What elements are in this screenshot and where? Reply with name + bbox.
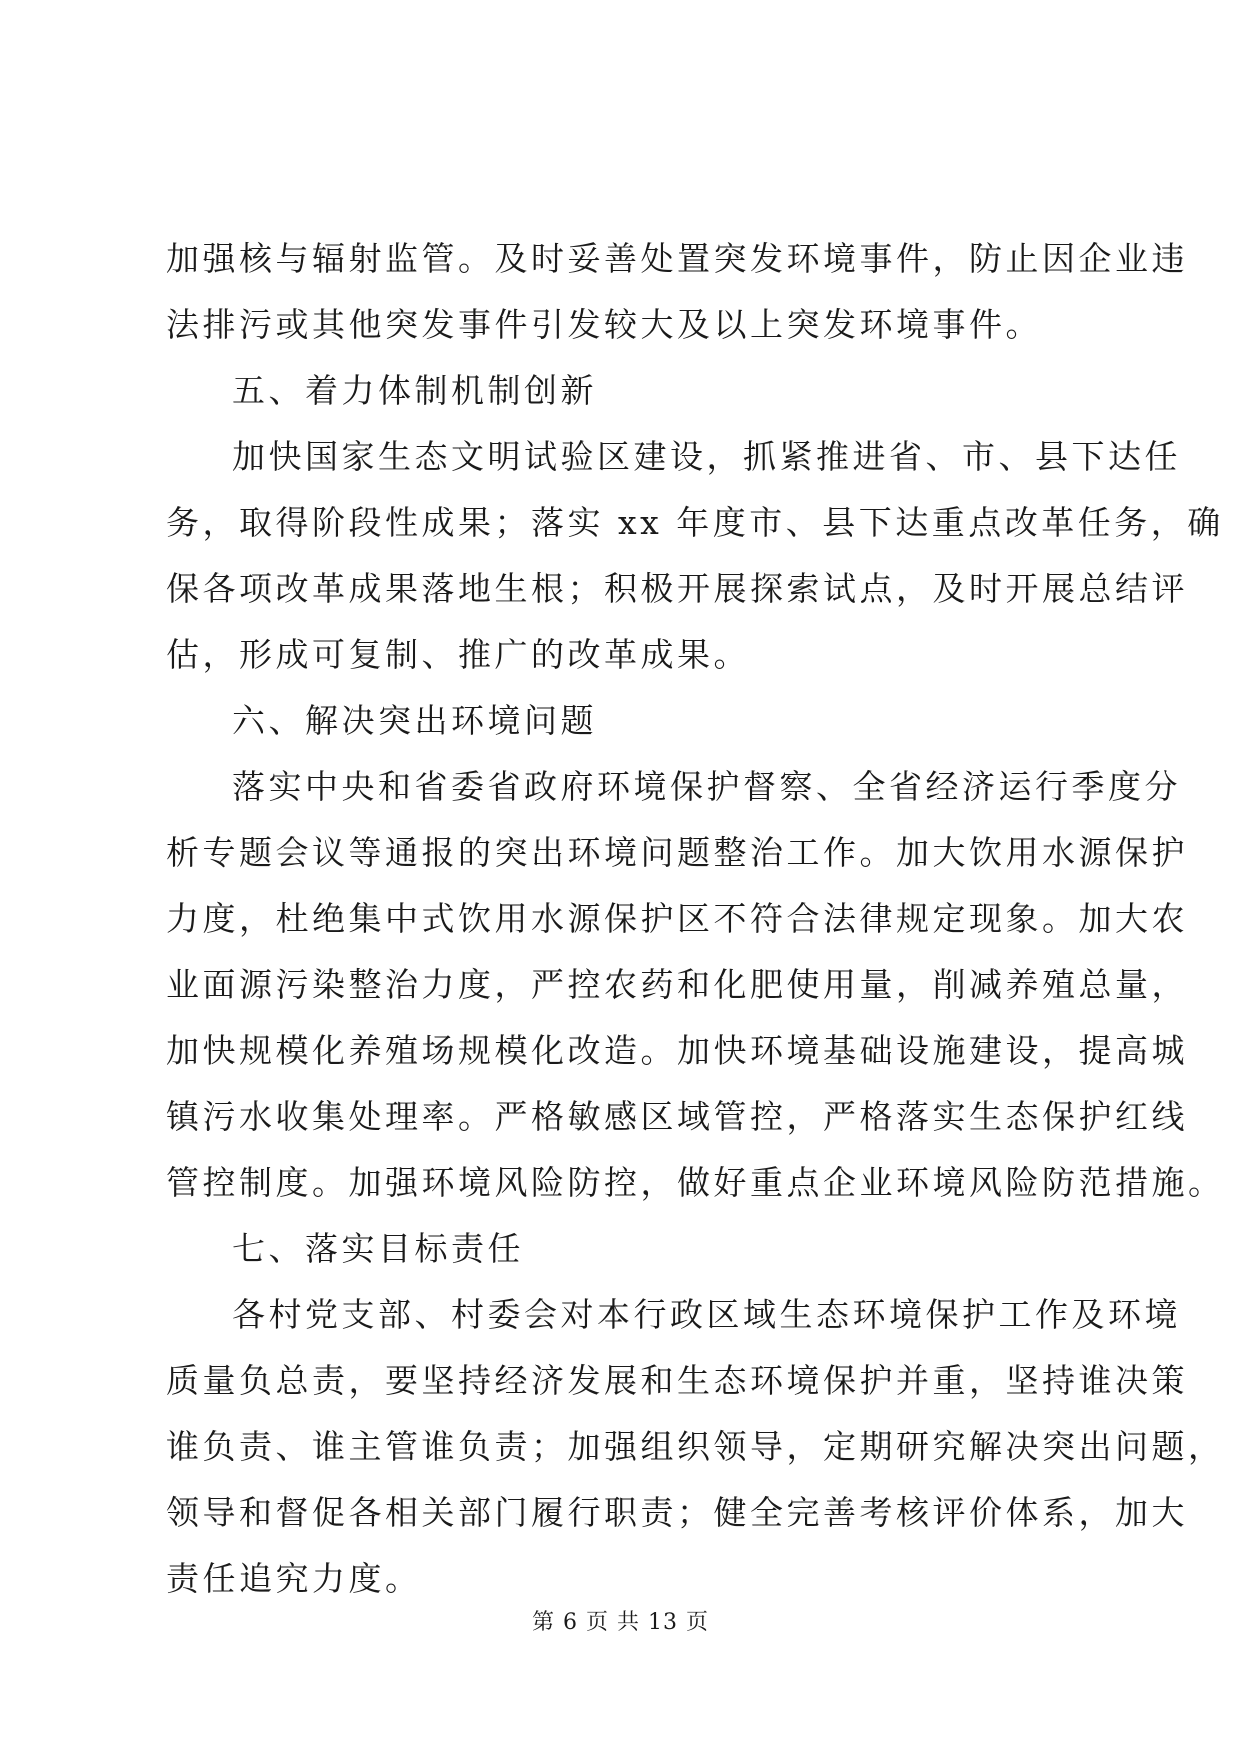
body-line: 析专题会议等通报的突出环境问题整治工作。加大饮用水源保护 <box>166 833 1188 872</box>
body-line: 责任追究力度。 <box>166 1559 422 1598</box>
body-line: 镇污水收集处理率。严格敏感区域管控，严格落实生态保护红线 <box>166 1097 1188 1136</box>
section-heading-5: 五、着力体制机制创新 <box>232 371 597 410</box>
page-number-footer: 第 6 页 共 13 页 <box>532 1610 709 1635</box>
body-line: 谁负责、谁主管谁负责；加强组织领导，定期研究解决突出问题， <box>166 1427 1225 1466</box>
body-line: 估，形成可复制、推广的改革成果。 <box>166 635 750 674</box>
body-line: 务，取得阶段性成果；落实 xx 年度市、县下达重点改革任务，确 <box>166 503 1224 542</box>
body-line: 各村党支部、村委会对本行政区域生态环境保护工作及环境 <box>232 1295 1181 1334</box>
body-line: 加快规模化养殖场规模化改造。加快环境基础设施建设，提高城 <box>166 1031 1188 1070</box>
body-line: 业面源污染整治力度，严控农药和化肥使用量，削减养殖总量， <box>166 965 1188 1004</box>
body-line: 加强核与辐射监管。及时妥善处置突发环境事件，防止因企业违 <box>166 239 1188 278</box>
section-heading-6: 六、解决突出环境问题 <box>232 701 597 740</box>
body-line: 力度，杜绝集中式饮用水源保护区不符合法律规定现象。加大农 <box>166 899 1188 938</box>
body-line: 落实中央和省委省政府环境保护督察、全省经济运行季度分 <box>232 767 1181 806</box>
body-line: 保各项改革成果落地生根；积极开展探索试点，及时开展总结评 <box>166 569 1188 608</box>
body-line: 领导和督促各相关部门履行职责；健全完善考核评价体系，加大 <box>166 1493 1188 1532</box>
body-line: 管控制度。加强环境风险防控，做好重点企业环境风险防范措施。 <box>166 1163 1225 1202</box>
body-line: 质量负总责，要坚持经济发展和生态环境保护并重，坚持谁决策 <box>166 1361 1188 1400</box>
body-line: 法排污或其他突发事件引发较大及以上突发环境事件。 <box>166 305 1042 344</box>
body-line: 加快国家生态文明试验区建设，抓紧推进省、市、县下达任 <box>232 437 1181 476</box>
document-body <box>166 226 1225 1612</box>
section-heading-7: 七、落实目标责任 <box>232 1229 524 1268</box>
